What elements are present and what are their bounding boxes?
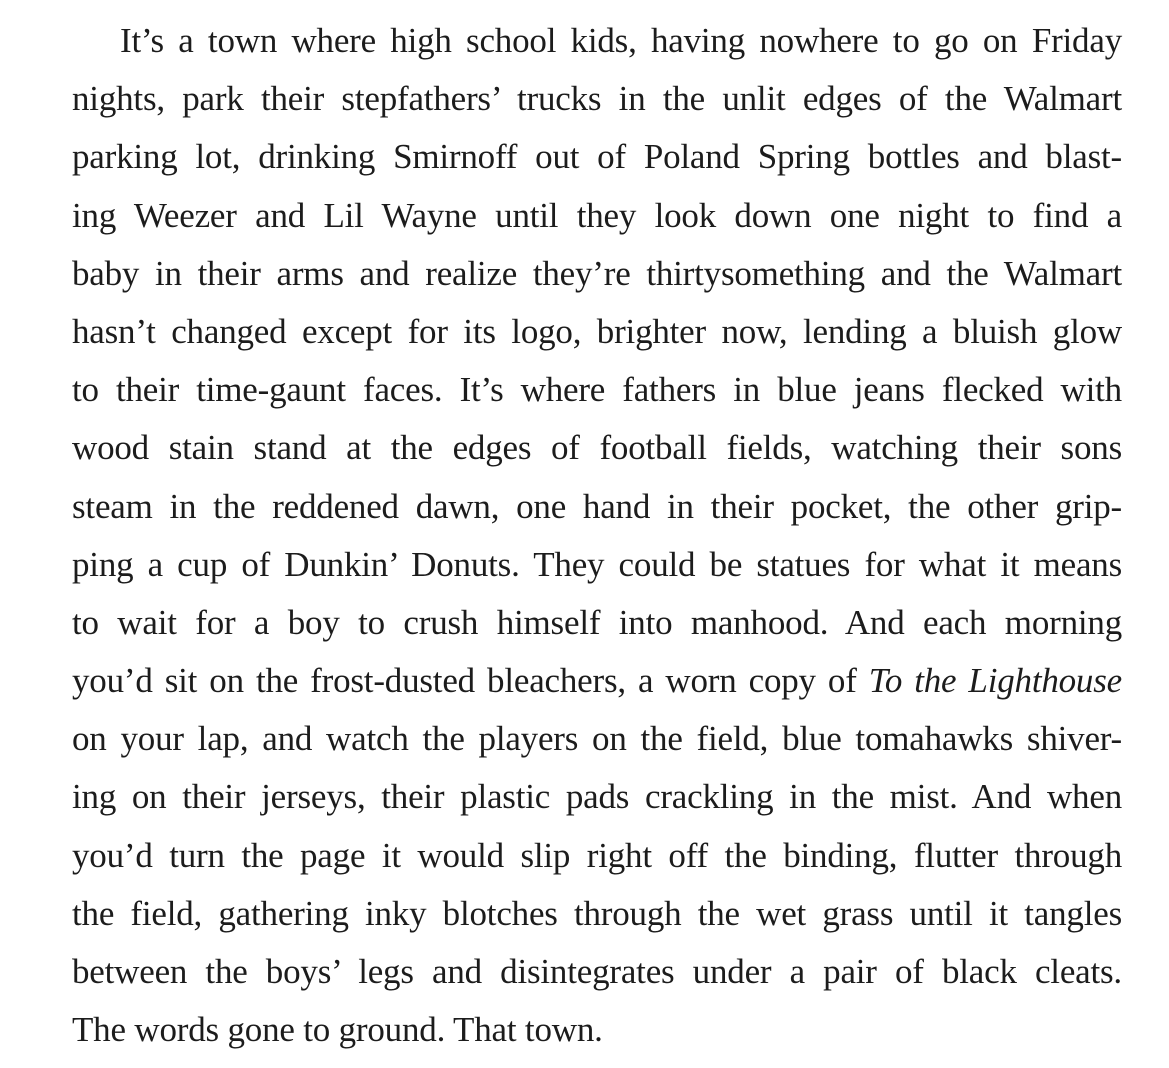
text-line-3: parking lot, drinking Smirnoff out of Poland Spring bottles and blast- — [72, 137, 1122, 177]
text-line-12 — [72, 652, 1122, 710]
text-line-5: baby in their arms and realize they’re thirtysomething and the Walmart — [72, 253, 1122, 293]
text-line-1: It’s a town where high school kids, having nowhere to go on Friday — [120, 21, 1122, 60]
text-line-18: The words gone to ground. That town. — [72, 1010, 603, 1050]
text-line-4: ing Weezer and Lil Wayne until they look down one night to find a — [72, 195, 1122, 235]
text-line-14: ing on their jerseys, their plastic pads crackling in the mist. And when — [72, 777, 1122, 817]
text-line-11: to wait for a boy to crush himself into manhood. And each morning — [72, 602, 1122, 642]
text-line-8: wood stain stand at the edges of football fields, watching their sons — [72, 428, 1122, 468]
text-line-17: between the boys’ legs and disintegrates under a pair of black cleats. — [72, 952, 1122, 991]
text-line-15: you’d turn the page it would slip right off the binding, flutter through — [72, 835, 1122, 875]
text-line-7: to their time-gaunt faces. It’s where fathers in blue jeans flecked with — [72, 370, 1122, 410]
book-title-italic: To the Lighthouse — [868, 661, 1122, 701]
text-line-13: on your lap, and watch the players on the field, blue tomahawks shiver- — [72, 719, 1122, 759]
text-line-2: nights, park their stepfathers’ trucks in the unlit edges of the Walmart — [72, 79, 1122, 119]
text-line-10: ping a cup of Dunkin’ Donuts. They could be statues for what it means — [72, 544, 1122, 584]
text-line-6: hasn’t changed except for its logo, brighter now, lending a bluish glow — [72, 311, 1122, 351]
text-line-16: the field, gathering inky blotches through the wet grass until it tangles — [72, 893, 1122, 933]
text-line-12-start: you’d sit on the frost-dusted bleachers, a worn copy of — [72, 661, 869, 701]
text-line-9: steam in the reddened dawn, one hand in their pocket, the other grip- — [72, 486, 1122, 526]
book-page-passage — [72, 12, 1122, 1059]
